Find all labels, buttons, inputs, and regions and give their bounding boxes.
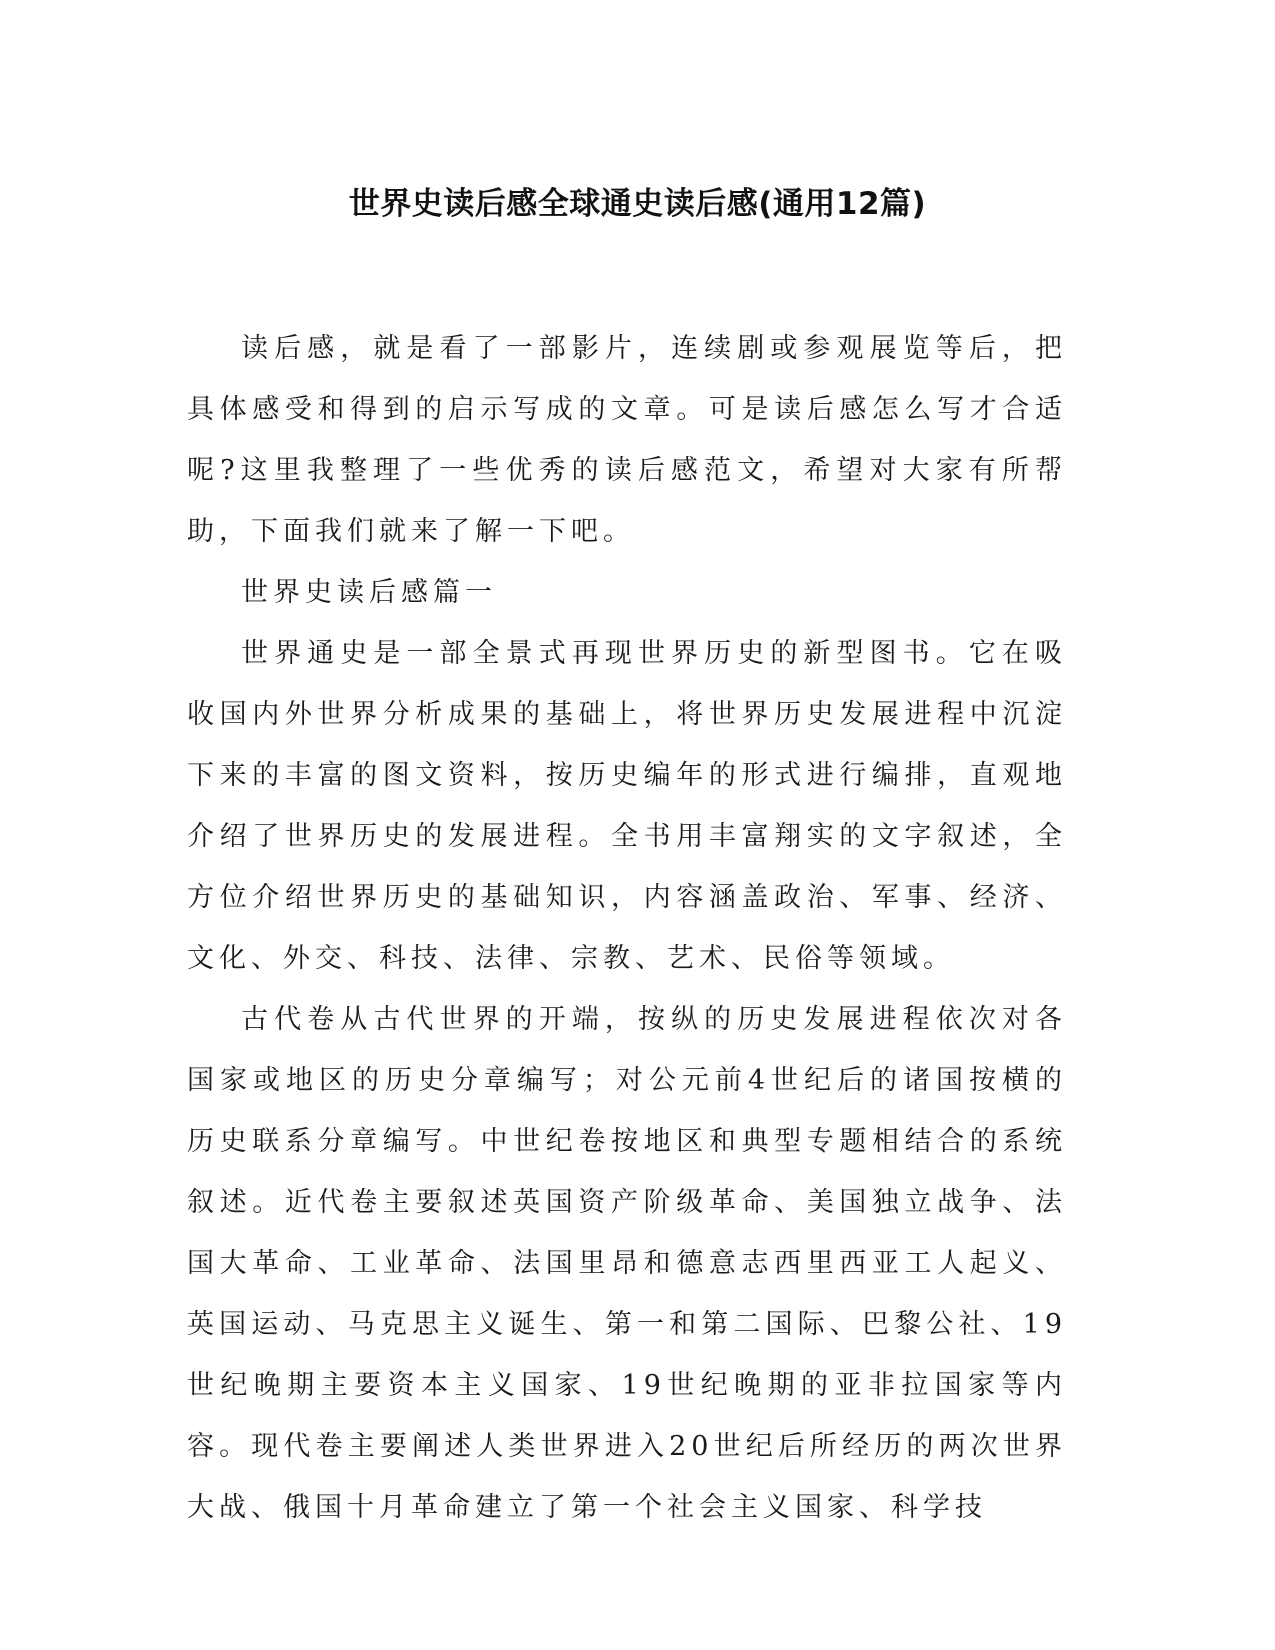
intro-paragraph: 读后感，就是看了一部影片，连续剧或参观展览等后，把具体感受和得到的启示写成的文章。可是读后感怎么写才合适呢?这里我整理了一些优秀的读后感范文，希望对大家有所帮助，下面我们就来了解一下吧。 bbox=[187, 333, 1067, 547]
document-body bbox=[187, 318, 1067, 1538]
body-paragraph: 古代卷从古代世界的开端，按纵的历史发展进程依次对各国家或地区的历史分章编写；对公元前4世纪后的诸国按横的历史联系分章编写。中世纪卷按地区和典型专题相结合的系统叙述。近代卷主要叙述英国资产阶级革命、美国独立战争、法国大革命、工业革命、法国里昂和德意志西里西亚工人起义、英国运动、马克思主义诞生、第一和第二国际、巴黎公社、19世纪晚期主要资本主义国家、19世纪晚期的亚非拉国家等内容。现代卷主要阐述人类世界进入20世纪后所经历的两次世界大战、俄国十月革命建立了第一个社会主义国家、科学技 bbox=[187, 1004, 1067, 1523]
section-heading: 世界史读后感篇一 bbox=[241, 577, 497, 608]
body-paragraph: 世界通史是一部全景式再现世界历史的新型图书。它在吸收国内外世界分析成果的基础上，将世界历史发展进程中沉淀下来的丰富的图文资料，按历史编年的形式进行编排，直观地介绍了世界历史的发展进程。全书用丰富翔实的文字叙述，全方位介绍世界历史的基础知识，内容涵盖政治、军事、经济、文化、外交、科技、法律、宗教、艺术、民俗等领域。 bbox=[187, 638, 1067, 974]
document-title: 世界史读后感全球通史读后感(通用12篇) bbox=[348, 186, 927, 222]
